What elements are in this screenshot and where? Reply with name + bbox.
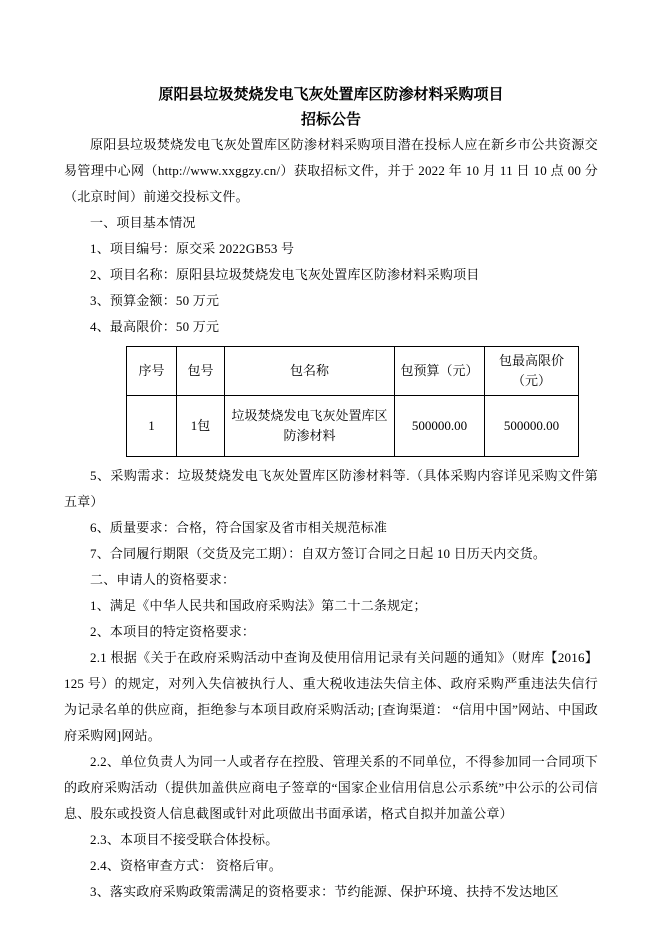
item-policy-requirement: 3、落实政府采购政策需满足的资格要求：节约能源、保护环境、扶持不发达地区 <box>90 884 559 899</box>
item-contract-period: 7、合同履行期限（交货及完工期）：自双方签订合同之日起 10 日历天内交货。 <box>90 546 547 561</box>
table-header-package: 包号 <box>177 347 225 396</box>
cell-max-price: 500000.00 <box>485 396 579 457</box>
item-project-name: 2、项目名称：原阳县垃圾焚烧发电飞灰处置库区防渗材料采购项目 <box>90 267 480 282</box>
cell-package-name: 垃圾焚烧发电飞灰处置库区防渗材料 <box>225 396 395 457</box>
item-same-person-rule: 2.2、单位负责人为同一人或者存在控股、管理关系的不同单位，不得参加同一合同项下的政府采购活动（提供加盖供应商电子签章的“国家企业信用信息公示系统”中公示的公司信息、股东或投资人信息截图或针对此项做出书面承诺，格式自拟并加盖公章） <box>64 754 598 821</box>
cell-package: 1包 <box>177 396 225 457</box>
table-header-budget: 包预算（元） <box>395 347 485 396</box>
intro-paragraph: 原阳县垃圾焚烧发电飞灰处置库区防渗材料采购项目潜在投标人应在新乡市公共资源交易管理中心网（http://www.xxggzy.cn/）获取招标文件，并于 2022 年 10 月 11 日 10 点 00 分（北京时间）前递交投标文件。 <box>64 137 598 204</box>
cell-budget: 500000.00 <box>395 396 485 457</box>
item-max-price: 4、最高限价：50 万元 <box>90 319 220 334</box>
table-header-seq: 序号 <box>127 347 177 396</box>
table-header-max-price: 包最高限价（元） <box>485 347 579 396</box>
table-header-row <box>127 347 579 396</box>
table-row <box>127 396 579 457</box>
item-procurement-demand: 5、采购需求：垃圾焚烧发电飞灰处置库区防渗材料等.（具体采购内容详见采购文件第五章） <box>64 468 598 509</box>
section1-heading: 一、项目基本情况 <box>90 215 196 230</box>
item-project-number: 1、项目编号：原交采 2022GB53 号 <box>90 241 295 256</box>
document-subtitle: 招标公告 <box>300 111 361 128</box>
item-qualification-review: 2.4、资格审查方式： 资格后审。 <box>90 858 282 873</box>
cell-seq: 1 <box>127 396 177 457</box>
item-specific-qualification: 2、本项目的特定资格要求： <box>90 624 256 639</box>
item-no-consortium: 2.3、本项目不接受联合体投标。 <box>90 832 279 847</box>
item-budget-amount: 3、预算金额：50 万元 <box>90 293 220 308</box>
section2-heading: 二、申请人的资格要求： <box>90 572 236 587</box>
item-qualification-law: 1、满足《中华人民共和国政府采购法》第二十二条规定； <box>90 598 427 613</box>
item-quality-requirement: 6、质量要求：合格，符合国家及省市相关规范标准 <box>90 520 388 535</box>
item-credit-record: 2.1 根据《关于在政府采购活动中查询及使用信用记录有关问题的通知》（财库【2016】125 号）的规定，对列入失信被执行人、重大税收违法失信主体、政府采购严重违法失信行为记录名单的供应商，拒绝参与本项目政府采购活动; [查询渠道： “信用中国”网站、中国政府采购网]网站。 <box>64 650 598 743</box>
document-title: 原阳县垃圾焚烧发电飞灰处置库区防渗材料采购项目 <box>158 86 504 103</box>
lot-table <box>126 346 579 457</box>
table-header-package-name: 包名称 <box>225 347 395 396</box>
